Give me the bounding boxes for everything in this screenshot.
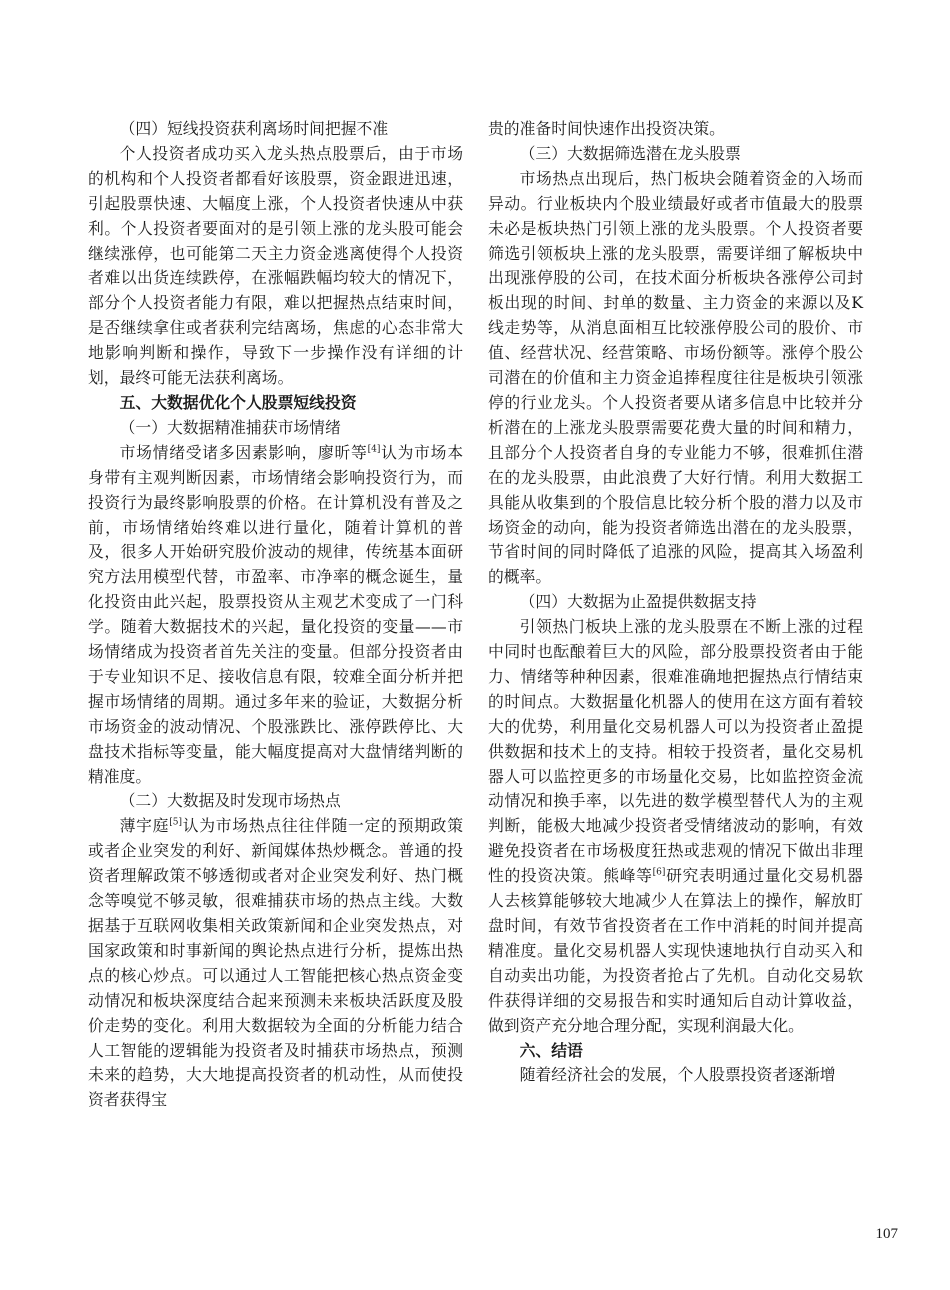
- paragraph-take-profit-body: 研究表明通过量化交易机器人去核算能够较大地减少人在算法上的操作，解放盯盘时间，有效节省投资者在工作中消耗的时间并提高精准度。量化交易机器人实现快速地执行自动买入和自动卖出功能，为投资者抢占了先机。自动化交易软件获得详细的交易报告和实时通知后自动计算收益，做到资产充分地合理分配，实现利润最大化。: [488, 866, 863, 1035]
- paragraph-conclusion: 随着经济社会的发展，个人股票投资者逐渐增: [519, 1065, 836, 1085]
- citation-6: [6]: [652, 867, 666, 878]
- paragraph-market-hotspots-body: 认为市场热点往往伴随一定的预期政策或者企业突发的利好、新闻媒体热炒概念。普通的投资者理解政策不够透彻或者对企业突发利好、热门概念等嗅觉不够灵敏，很难捕获市场的热点主线。大数据基于互联网收集相关政策新闻和企业突发热点，对国家政策和时事新闻的舆论热点进行分析，提炼出热点的核心炒点。可以通过人工智能把核心热点资金变动情况和板块深度结合起来预测未来板块活跃度及股价走势的变化。利用大数据较为全面的分析能力结合人工智能的逻辑能为投资者及时捕获市场热点，预测未来的趋势，大大地提高投资者的机动性，从而使投资者获得宝: [88, 816, 463, 1110]
- page-number: 107: [875, 1226, 898, 1242]
- paragraph-market-sentiment-body: 认为市场本身带有主观判断因素，市场情绪会影响投资行为，而投资行为最终影响股票的价格。在计算机没有普及之前，市场情绪始终难以进行量化，随着计算机的普及，很多人开始研究股价波动的规律，传统基本面研究方法用模型代替，市盈率、市净率的概念诞生，量化投资由此兴起，股票投资从主观艺术变成了一门科学。随着大数据技术的兴起，量化投资的变量——市场情绪成为投资者首先关注的变量。但部分投资者由于专业知识不足、接收信息有限，较难全面分析并把握市场情绪的周期。通过多年来的验证，大数据分析市场资金的波动情况、个股涨跌比、涨停跌停比、大盘技术指标等变量，能大幅度提高对大盘情绪判断的精准度。: [88, 442, 463, 786]
- citation-4: [4]: [367, 444, 381, 455]
- paragraph-market-hotspots-lead: 薄宇庭: [119, 816, 170, 836]
- heading-screen-leading-stocks: （三）大数据筛选潜在龙头股票: [519, 143, 741, 163]
- paragraph-continuation: 贵的准备时间快速作出投资决策。: [488, 119, 725, 138]
- left-column: [88, 117, 463, 1113]
- section-title-conclusion: 六、结语: [519, 1040, 583, 1060]
- right-column: [488, 117, 863, 1088]
- heading-short-term-exit-timing: （四）短线投资获利离场时间把握不准: [119, 119, 389, 138]
- paragraph-market-hotspots: [88, 814, 463, 1113]
- section-title-big-data-optimization: 五、大数据优化个人股票短线投资: [119, 392, 357, 412]
- heading-capture-market-sentiment: （一）大数据精准捕获市场情绪: [119, 417, 341, 437]
- citation-5: [5]: [169, 818, 182, 829]
- paragraph-market-sentiment: [88, 441, 463, 790]
- heading-take-profit-support: （四）大数据为止盈提供数据支持: [519, 592, 757, 612]
- paragraph-take-profit: [488, 615, 863, 1038]
- paragraph-leading-stocks: 市场热点出现后，热门板块会随着资金的入场而异动。行业板块内个股业绩最好或者市值最大的股票未必是板块热门引领上涨的龙头股票。个人投资者要筛选引领板块上涨的龙头股票，需要详细了解板块中出现涨停股的公司，在技术面分析板块各涨停公司封板出现的时间、封单的数量、主力资金的来源以及K线走势等，从消息面相互比较涨停股公司的股价、市值、经营状况、经营策略、市场份额等。涨停个股公司潜在的价值和主力资金追捧程度往往是板块引领涨停的行业龙头。个人投资者要从诸多信息中比较并分析潜在的上涨龙头股票需要花费大量的时间和精力，且部分个人投资者自身的专业能力不够，很难抓住潜在的龙头股票，由此浪费了大好行情。利用大数据工具能从收集到的个股信息比较分析个股的潜力以及市场资金的动向，能为投资者筛选出潜在的龙头股票，节省时间的同时降低了追涨的风险，提高其入场盈利的概率。: [488, 168, 863, 587]
- paragraph-exit-timing: 个人投资者成功买入龙头热点股票后，由于市场的机构和个人投资者都看好该股票，资金跟进迅速，引起股票快速、大幅度上涨，个人投资者快速从中获利。个人投资者要面对的是引领上涨的龙头股可能会继续涨停，也可能第二天主力资金逃离使得个人投资者难以出货连续跌停，在涨幅跌幅均较大的情况下，部分个人投资者能力有限，难以把握热点结束时间，是否继续拿住或者获利完结离场，焦虑的心态非常大地影响判断和操作，导致下一步操作没有详细的计划，最终可能无法获利离场。: [88, 143, 463, 388]
- heading-discover-market-hotspots: （二）大数据及时发现市场热点: [119, 791, 341, 811]
- paragraph-take-profit-lead: 引领热门板块上涨的龙头股票在不断上涨的过程中同时也酝酿着巨大的风险，部分股票投资者由于能力、情绪等种种因素，很难准确地把握热点行情结束的时间点。大数据量化机器人的使用在这方面有着较大的优势，利用量化交易机器人可以为投资者止盈提供数据和技术上的支持。相较于投资者，量化交易机器人可以监控更多的市场量化交易，比如监控资金流动情况和换手率，以先进的数学模型替代人为的主观判断，能极大地减少投资者受情绪波动的影响，有效避免投资者在市场极度狂热或悲观的情况下做出非理性的投资决策。熊峰等: [488, 617, 863, 886]
- paragraph-market-sentiment-lead: 市场情绪受诸多因素影响，廖昕等: [119, 442, 368, 462]
